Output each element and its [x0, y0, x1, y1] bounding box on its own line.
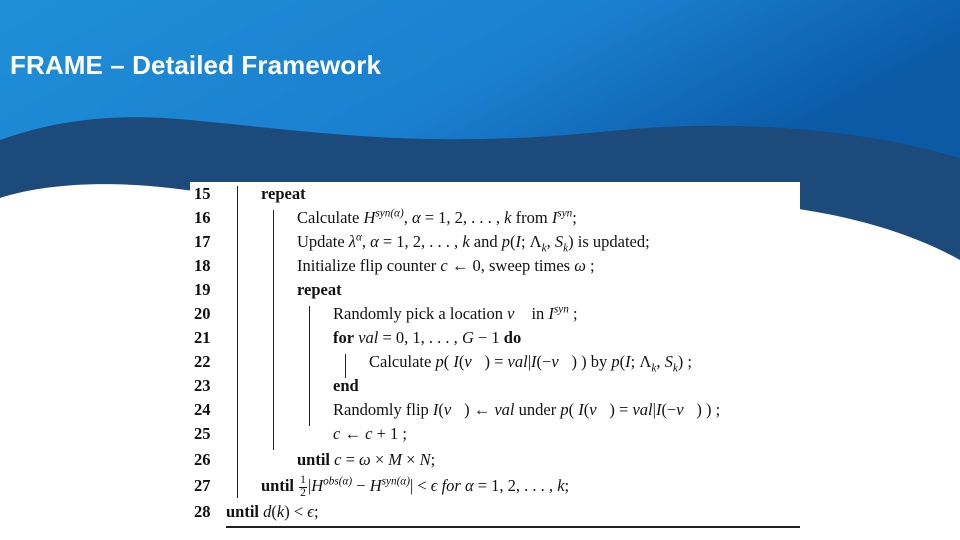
line-code: Calculate p( I(v⃗) = val|I(−v⃗) ) by p(I; $\Lambda_k$, $S_k$) ; [369, 352, 693, 375]
line-code: until c = ω × M × N; [297, 450, 436, 469]
line-code: until $\frac{1}{2}$ $|H^{obs(\alpha)} - H^{syn(\alpha)}| < \epsilon$ for α = 1, 2, . . . , k; [261, 474, 570, 499]
line-number: 27 [194, 476, 211, 495]
line-code: repeat [261, 184, 306, 203]
block-rule-inner [273, 210, 274, 450]
line-code: until d(k) < ϵ; [226, 502, 319, 521]
line-code: end [333, 376, 359, 395]
line-code: for val = 0, 1, . . . , G − 1 do [333, 328, 522, 347]
line-number: 21 [194, 328, 211, 347]
slide-title: FRAME – Detailed Framework [10, 50, 382, 80]
line-code: Randomly pick a location v⃗ in $I^{syn}$ ; [333, 303, 578, 323]
line-number: 18 [194, 256, 211, 275]
line-code: Initialize flip counter c ← 0, sweep times ω ; [297, 256, 595, 275]
fraction: $\frac{1}{2}$ [300, 474, 306, 499]
line-number: 23 [194, 376, 211, 395]
line-number: 19 [194, 280, 211, 299]
line-code: Randomly flip I(v⃗) ← val under p( I(v⃗) = val|I(−v⃗) ) ; [333, 400, 721, 419]
line-number: 16 [194, 208, 211, 227]
line-number: 28 [194, 502, 211, 521]
line-code: Update $\lambda^\alpha$, α = 1, 2, . . . , k and p(I; $\Lambda_k$, $S_k$) is updated; [297, 231, 650, 255]
line-code: Calculate $H^{syn(\alpha)}$, α = 1, 2, . . . , k from $I^{syn}$; [297, 207, 577, 227]
algorithm-bottom-rule [226, 526, 800, 528]
line-number: 17 [194, 232, 211, 251]
block-rule-outer [237, 186, 238, 498]
block-rule-innermost [309, 306, 310, 426]
line-number: 20 [194, 304, 211, 323]
line-number: 24 [194, 400, 211, 419]
line-number: 15 [194, 184, 211, 203]
line-number: 25 [194, 424, 211, 443]
line-code: repeat [297, 280, 342, 299]
line-code: c ← c + 1 ; [333, 424, 407, 443]
line-number: 26 [194, 450, 211, 469]
line-number: 22 [194, 352, 211, 371]
algorithm-panel [190, 182, 800, 529]
